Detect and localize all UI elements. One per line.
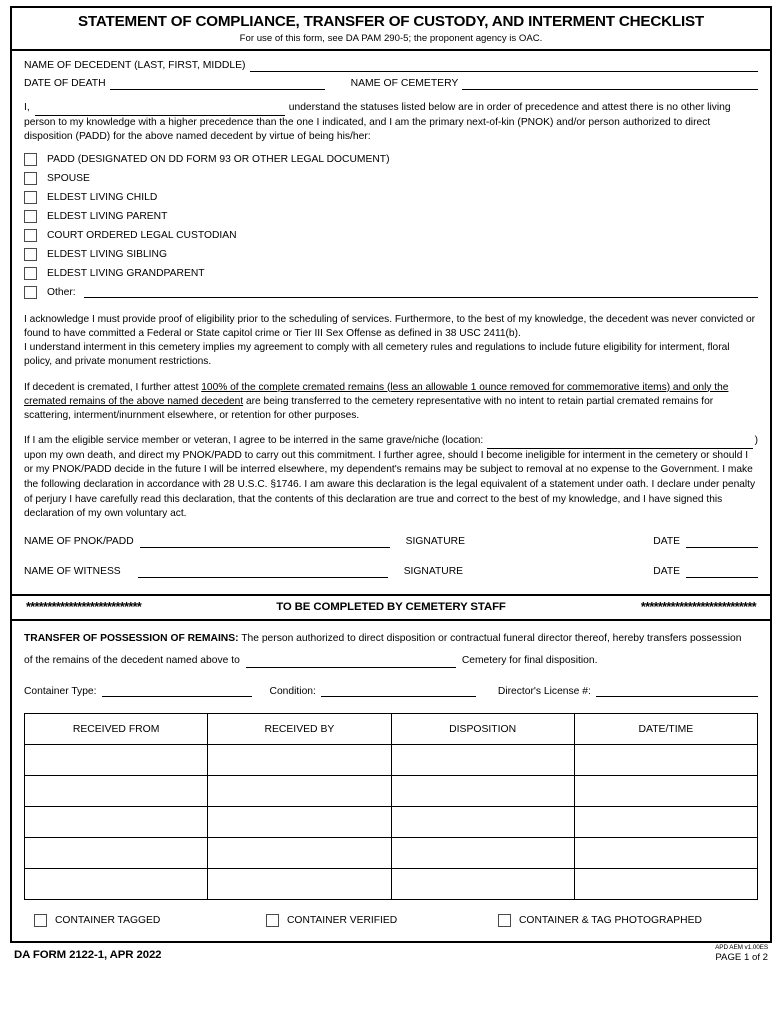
column-header-disposition: DISPOSITION [391,714,574,745]
acknowledgement-block [12,303,770,522]
checkbox-row-eldest-living-parent[interactable] [24,210,758,223]
cell-date-time[interactable] [574,869,757,900]
cell-received-by[interactable] [208,838,391,869]
witness-date-label: DATE [653,565,680,577]
signature-block [12,522,770,596]
column-header-received-from: RECEIVED FROM [25,714,208,745]
interment-agreement-block [24,434,758,522]
table-row [25,807,758,838]
cell-date-time[interactable] [574,776,757,807]
pnok-padd-name-input[interactable] [140,536,390,548]
table-row [25,838,758,869]
status-checkbox-list [12,145,770,299]
checkbox-eldest-living-sibling[interactable] [24,248,37,261]
cell-received-by[interactable] [208,745,391,776]
transfer-of-possession-block [12,621,770,668]
table-header-row [25,714,758,745]
grave-niche-location-input[interactable] [487,437,752,449]
decedent-name-label: NAME OF DECEDENT (LAST, FIRST, MIDDLE) [24,60,246,72]
intro-paragraph [12,95,770,145]
receipt-table-wrapper [12,697,770,900]
container-details-row [12,685,770,697]
apd-version-label: APD AEM v1.00ES [715,944,768,952]
checkbox-row-spouse[interactable] [24,172,758,185]
interment-location-line [24,434,758,449]
transfer-line-1 [24,631,758,646]
checkbox-row-eldest-living-child[interactable] [24,191,758,204]
cell-date-time[interactable] [574,807,757,838]
condition-label: Condition: [269,686,316,698]
transfer-line-2 [24,653,758,668]
signature-row-pnok-padd [24,536,758,548]
acknowledgement-para-2: I understand interment in this cemetery implies my agreement to comply with all cemetery rules and regulations to include future eligibility for interment, floral policy, and private monument restrictions. [24,342,730,368]
checkbox-row-eldest-living-grandparent[interactable] [24,267,758,280]
cemetery-staff-title: TO BE COMPLETED BY CEMETERY STAFF [276,601,506,613]
checkbox-padd[interactable] [24,153,37,166]
director-license-input[interactable] [596,685,758,697]
container-status-checkboxes [12,900,770,941]
cell-received-by[interactable] [208,776,391,807]
interment-line1-close: ) [754,435,758,447]
intro-line-1 [24,101,758,116]
checkbox-row-container-tagged[interactable] [34,914,266,927]
acknowledgement-para-1: I acknowledge I must provide proof of eligibility prior to the scheduling of services. Furthermore, to the best of my knowledge, the decedent was never convicted or found to have committed a Federal or State capitol crime or Tier III Sex Offense as defined in 38 USC 2411(b). [24,313,756,339]
transfer-line2-pre: of the remains of the decedent named above to [24,655,240,667]
transfer-lead-label: TRANSFER OF POSSESSION OF REMAINS: [24,633,239,645]
checkbox-label-eldest-living-sibling: ELDEST LIVING SIBLING [47,248,167,260]
date-of-death-row [24,77,758,90]
checkbox-container-tag-photographed[interactable] [498,914,511,927]
checkbox-label-container-tag-photographed: CONTAINER & TAG PHOTOGRAPHED [519,915,702,927]
form-footer [10,943,772,979]
cell-received-from[interactable] [25,776,208,807]
interment-agreement-rest: upon my own death, and direct my PNOK/PADD to carry out this commitment. I further agree, should I become ineligible for interment in the cemetery or should I or my PNOK/PADD decide in the future I will be interred elsewhere, my dependent's remains may be subject to removal at no expense to the Government. I make the following declaration in accordance with 28 U.S.C. §1746. I am aware this declaration is the legal equivalent of a statement under oath. I declare under penalty of perjury I have carefully read this declaration, that the contents of this declaration are true and correct to the best of my knowledge, and I have signed this declaration of my own voluntary act. [24,449,756,520]
checkbox-eldest-living-parent[interactable] [24,210,37,223]
receipt-table [24,713,758,900]
table-row [25,745,758,776]
checkbox-label-eldest-living-grandparent: ELDEST LIVING GRANDPARENT [47,267,205,279]
form-frame [10,6,772,943]
transfer-cemetery-input[interactable] [246,656,456,668]
pnok-padd-name-label: NAME OF PNOK/PADD [24,535,134,547]
checkbox-spouse[interactable] [24,172,37,185]
table-row [25,776,758,807]
checkbox-court-ordered-legal-custodian[interactable] [24,229,37,242]
checkbox-label-container-verified: CONTAINER VERIFIED [287,915,398,927]
checkbox-label-spouse: SPOUSE [47,172,90,184]
cell-received-by[interactable] [208,807,391,838]
intro-i-label: I, [24,102,30,114]
header-fields [12,51,770,90]
date-of-death-label: DATE OF DEATH [24,78,106,90]
witness-name-input[interactable] [138,566,388,578]
intro-rest: person to my knowledge with a higher precedence than the one I indicated, and I am the primary next-of-kin (PNOK) and/or person authorized to direct disposition (PADD) for the above named decedent by virtue of being his/her: [24,116,711,143]
cell-disposition[interactable] [391,869,574,900]
pnok-padd-date-input[interactable] [686,536,758,548]
cell-received-by[interactable] [208,869,391,900]
cell-disposition[interactable] [391,838,574,869]
other-input[interactable] [84,286,758,298]
transfer-line1-rest: The person authorized to direct disposition or contractual funeral director thereof, hereby transfers possession [238,633,742,645]
column-header-date-time: DATE/TIME [574,714,757,745]
column-header-received-by: RECEIVED BY [208,714,391,745]
table-row [25,869,758,900]
footer-right-block [715,943,768,964]
checkbox-row-container-tag-photographed[interactable] [498,914,702,927]
checkbox-container-verified[interactable] [266,914,279,927]
date-of-death-input[interactable] [110,77,325,90]
checkbox-row-court-ordered-legal-custodian[interactable] [24,229,758,242]
witness-name-label: NAME OF WITNESS [24,565,121,577]
checkbox-eldest-living-child[interactable] [24,191,37,204]
checkbox-row-other[interactable] [24,286,758,299]
cemetery-name-input[interactable] [462,77,758,90]
container-type-input[interactable] [102,685,252,697]
cremation-post-text: are being transferred to the cemetery representative with no intent to retain partial cremated remains for scattering, interment/inurnment elsewhere, or retention for other purposes. [24,395,714,421]
pnok-padd-signature-label: SIGNATURE [405,535,465,547]
decedent-name-row [24,59,758,72]
cemetery-staff-band [12,596,770,622]
interment-line1-pre: If I am the eligible service member or veteran, I agree to be interred in the same grave/niche (location: [24,435,484,447]
form-id-label: DA FORM 2122-1, APR 2022 [14,949,162,962]
signature-row-witness [24,566,758,578]
decedent-name-input[interactable] [250,59,759,72]
checkbox-row-container-verified[interactable] [266,914,498,927]
cell-date-time[interactable] [574,838,757,869]
checkbox-container-tagged[interactable] [34,914,47,927]
acknowledgement-para-3 [24,381,758,424]
page-number-label: PAGE 1 of 2 [715,952,768,964]
cemetery-name-label: NAME OF CEMETERY [350,78,459,90]
cell-disposition[interactable] [391,745,574,776]
cell-disposition[interactable] [391,776,574,807]
cell-received-from[interactable] [25,869,208,900]
title-block [12,8,770,51]
container-type-label: Container Type: [24,686,97,698]
stars-left-decoration: *************************** [26,599,142,614]
cell-disposition[interactable] [391,807,574,838]
pnok-padd-date-label: DATE [653,535,680,547]
checkbox-eldest-living-grandparent[interactable] [24,267,37,280]
intro-line1-rest: understand the statuses listed below are in order of precedence and attest there is no other living [288,102,731,114]
checkbox-label-court-ordered-legal-custodian: COURT ORDERED LEGAL CUSTODIAN [47,229,237,241]
checkbox-label-eldest-living-parent: ELDEST LIVING PARENT [47,210,168,222]
cell-received-from[interactable] [25,745,208,776]
checkbox-label-eldest-living-child: ELDEST LIVING CHILD [47,191,158,203]
checkbox-label-container-tagged: CONTAINER TAGGED [55,915,161,927]
cell-received-from[interactable] [25,838,208,869]
stars-right-decoration: *************************** [640,599,756,614]
declarant-name-input[interactable] [35,103,285,116]
cremation-underlined-text: 100% of the complete cremated remains (less an allowable 1 ounce removed for commemorative items) and only the cremated remains of the above named decedent [24,381,729,407]
director-license-label: Director's License #: [497,686,591,698]
witness-signature-label: SIGNATURE [403,565,463,577]
checkbox-label-other: Other: [47,286,76,298]
form-title: STATEMENT OF COMPLIANCE, TRANSFER OF CUSTODY, AND INTERMENT CHECKLIST [77,13,705,30]
witness-date-input[interactable] [686,566,758,578]
condition-input[interactable] [321,685,476,697]
checkbox-other[interactable] [24,286,37,299]
checkbox-row-padd[interactable] [24,153,758,166]
checkbox-row-eldest-living-sibling[interactable] [24,248,758,261]
form-subtitle: For use of this form, see DA PAM 290-5; the proponent agency is OAC. [239,32,543,44]
transfer-line2-post: Cemetery for final disposition. [461,655,598,667]
paragraph-spacer-2 [24,423,758,434]
cremation-pre-text: If decedent is cremated, I further attest [24,381,202,393]
cell-received-from[interactable] [25,807,208,838]
cell-date-time[interactable] [574,745,757,776]
paragraph-spacer [24,370,758,381]
checkbox-label-padd: PADD (DESIGNATED ON DD FORM 93 OR OTHER LEGAL DOCUMENT) [47,153,390,165]
